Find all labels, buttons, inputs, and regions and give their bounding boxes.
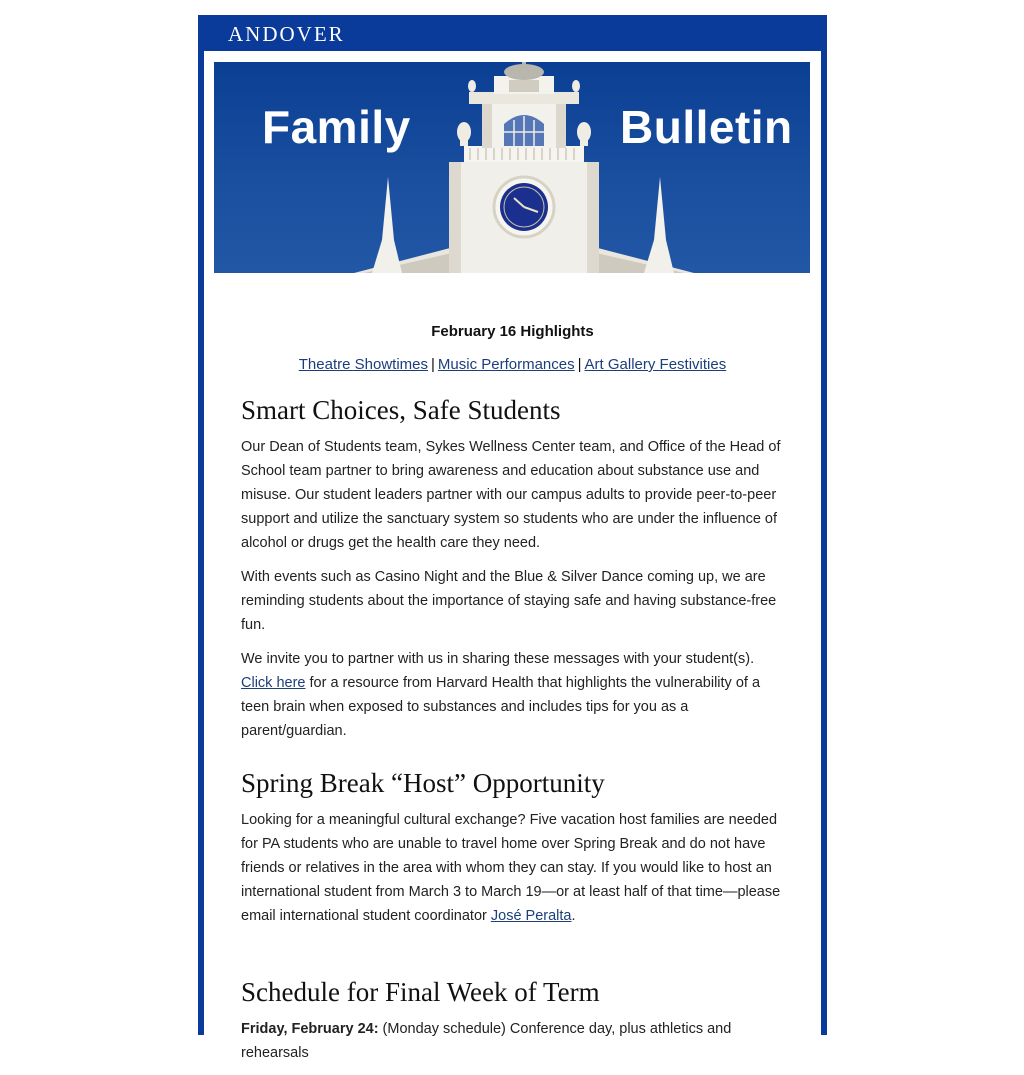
paragraph-text: .	[571, 908, 576, 924]
article-title: Spring Break “Host” Opportunity	[241, 768, 605, 798]
article-paragraph: With events such as Casino Night and the Blue & Silver Dance coming up, we are reminding students about the importance of staying safe and having substance-free fun.	[241, 569, 777, 633]
article-smart-choices	[241, 394, 786, 753]
article-final-week-schedule	[241, 976, 786, 1075]
article-paragraph	[241, 1017, 786, 1065]
paragraph-text: (Monday schedule) Conference day, plus athletics and rehearsals	[241, 1021, 732, 1061]
article-title: Schedule for Final Week of Term	[241, 977, 600, 1007]
masthead	[198, 15, 827, 51]
link-theatre-showtimes[interactable]: Theatre Showtimes	[298, 356, 428, 373]
click-here-link[interactable]: Click here	[241, 675, 306, 691]
clock-tower-illustration	[354, 62, 694, 273]
hero-title-bulletin: Bulletin	[620, 101, 793, 153]
link-separator: |	[431, 356, 435, 373]
highlights-heading: February 16 Highlights	[431, 323, 594, 340]
highlights-links	[204, 356, 821, 373]
link-art-gallery-festivities[interactable]: Art Gallery Festivities	[584, 356, 727, 373]
jose-peralta-email-link[interactable]: José Peralta	[490, 908, 572, 924]
paragraph-text: We invite you to partner with us in sharing these messages with your student(s).	[241, 651, 755, 667]
newsletter-body	[204, 51, 821, 1061]
article-spring-break-host	[241, 767, 786, 938]
paragraph-text: Looking for a meaningful cultural exchange? Five vacation host families are needed for PA students who are unable to travel home over Spring Break and do not have friends or relatives in the area with whom they can stay. If you would like to host an international student from March 3 to March 19—or at least half of that time—please email international student coordinator	[241, 812, 781, 924]
article-paragraph	[241, 647, 786, 743]
article-paragraph: Our Dean of Students team, Sykes Wellness Center team, and Office of the Head of School team partner to bring awareness and education about substance use and misuse. Our student leaders partner with our campus adults to provide peer-to-peer support and utilize the sanctuary system so students who are under the influence of alcohol or drugs get the health care they need.	[241, 439, 781, 551]
article-paragraph	[241, 808, 786, 928]
link-music-performances[interactable]: Music Performances	[437, 356, 575, 373]
hero-banner	[214, 62, 810, 273]
andover-logo[interactable]: ANDOVER	[228, 22, 345, 46]
schedule-date: Friday, February 24:	[241, 1021, 379, 1037]
hero-title-family: Family	[262, 101, 411, 153]
newsletter-frame	[198, 15, 827, 1061]
link-separator: |	[577, 356, 582, 373]
article-title: Smart Choices, Safe Students	[241, 395, 561, 425]
paragraph-text: for a resource from Harvard Health that highlights the vulnerability of a teen brain when exposed to substances and includes tips for you as a parent/guardian.	[241, 675, 761, 739]
